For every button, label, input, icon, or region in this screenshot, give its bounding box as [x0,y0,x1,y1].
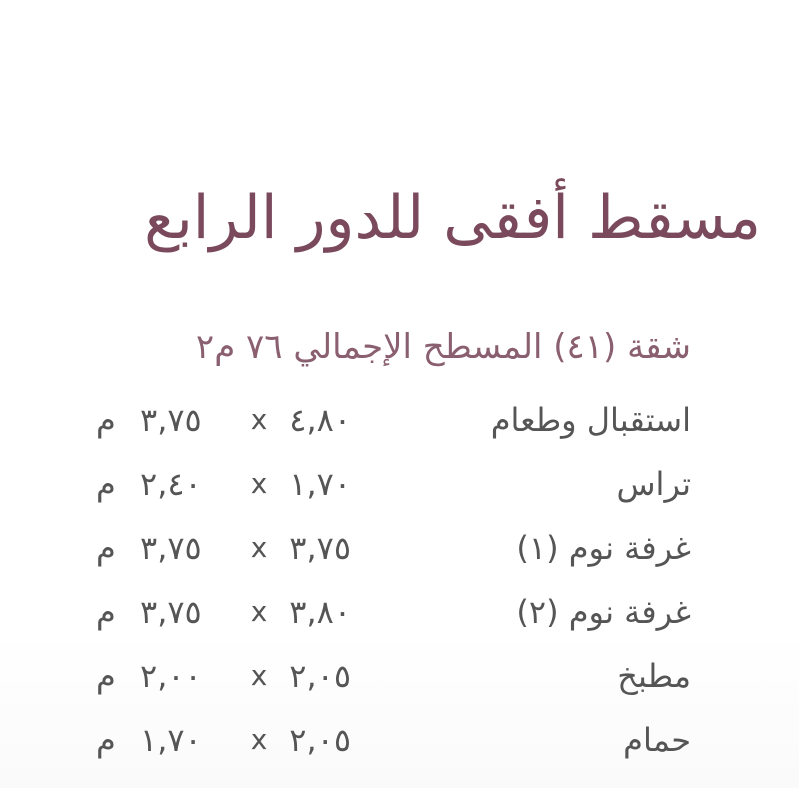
times-sign: x [250,723,268,756]
unit-label: م [96,721,116,759]
list-item [0,520,799,584]
room-width: ٢,٤٠ [140,465,202,503]
unit-label: م [96,593,116,631]
room-dimensions-list [0,392,799,776]
unit-label: م [96,465,116,503]
times-sign: x [250,659,268,692]
room-width: ٣,٧٥ [140,401,202,439]
times-sign: x [250,531,268,564]
page-title: مسقط أفقى للدور الرابع [144,183,761,253]
times-sign: x [250,467,268,500]
unit-label: م [96,529,116,567]
room-name: غرفة نوم (١) [516,529,691,567]
room-name: غرفة نوم (٢) [516,593,691,631]
room-width: ٣,٧٥ [140,593,202,631]
room-width: ٢,٠٠ [140,657,202,695]
room-length: ٢,٠٥ [289,657,351,695]
apartment-subtitle: شقة (٤١) المسطح الإجمالي ٧٦ م٢ [195,327,691,367]
room-name: تراس [616,465,691,503]
room-width: ٣,٧٥ [140,529,202,567]
list-item [0,456,799,520]
room-length: ٣,٨٠ [289,593,351,631]
list-item [0,584,799,648]
room-name: استقبال وطعام [490,401,691,439]
room-length: ١,٧٠ [289,465,351,503]
list-item [0,712,799,776]
unit-label: م [96,657,116,695]
unit-label: م [96,401,116,439]
room-name: حمام [623,721,691,759]
times-sign: x [250,403,268,436]
list-item [0,392,799,456]
room-length: ٤,٨٠ [289,401,351,439]
room-name: مطبخ [617,657,691,695]
room-width: ١,٧٠ [140,721,202,759]
times-sign: x [250,595,268,628]
list-item [0,648,799,712]
room-length: ٢,٠٥ [289,721,351,759]
room-length: ٣,٧٥ [289,529,351,567]
